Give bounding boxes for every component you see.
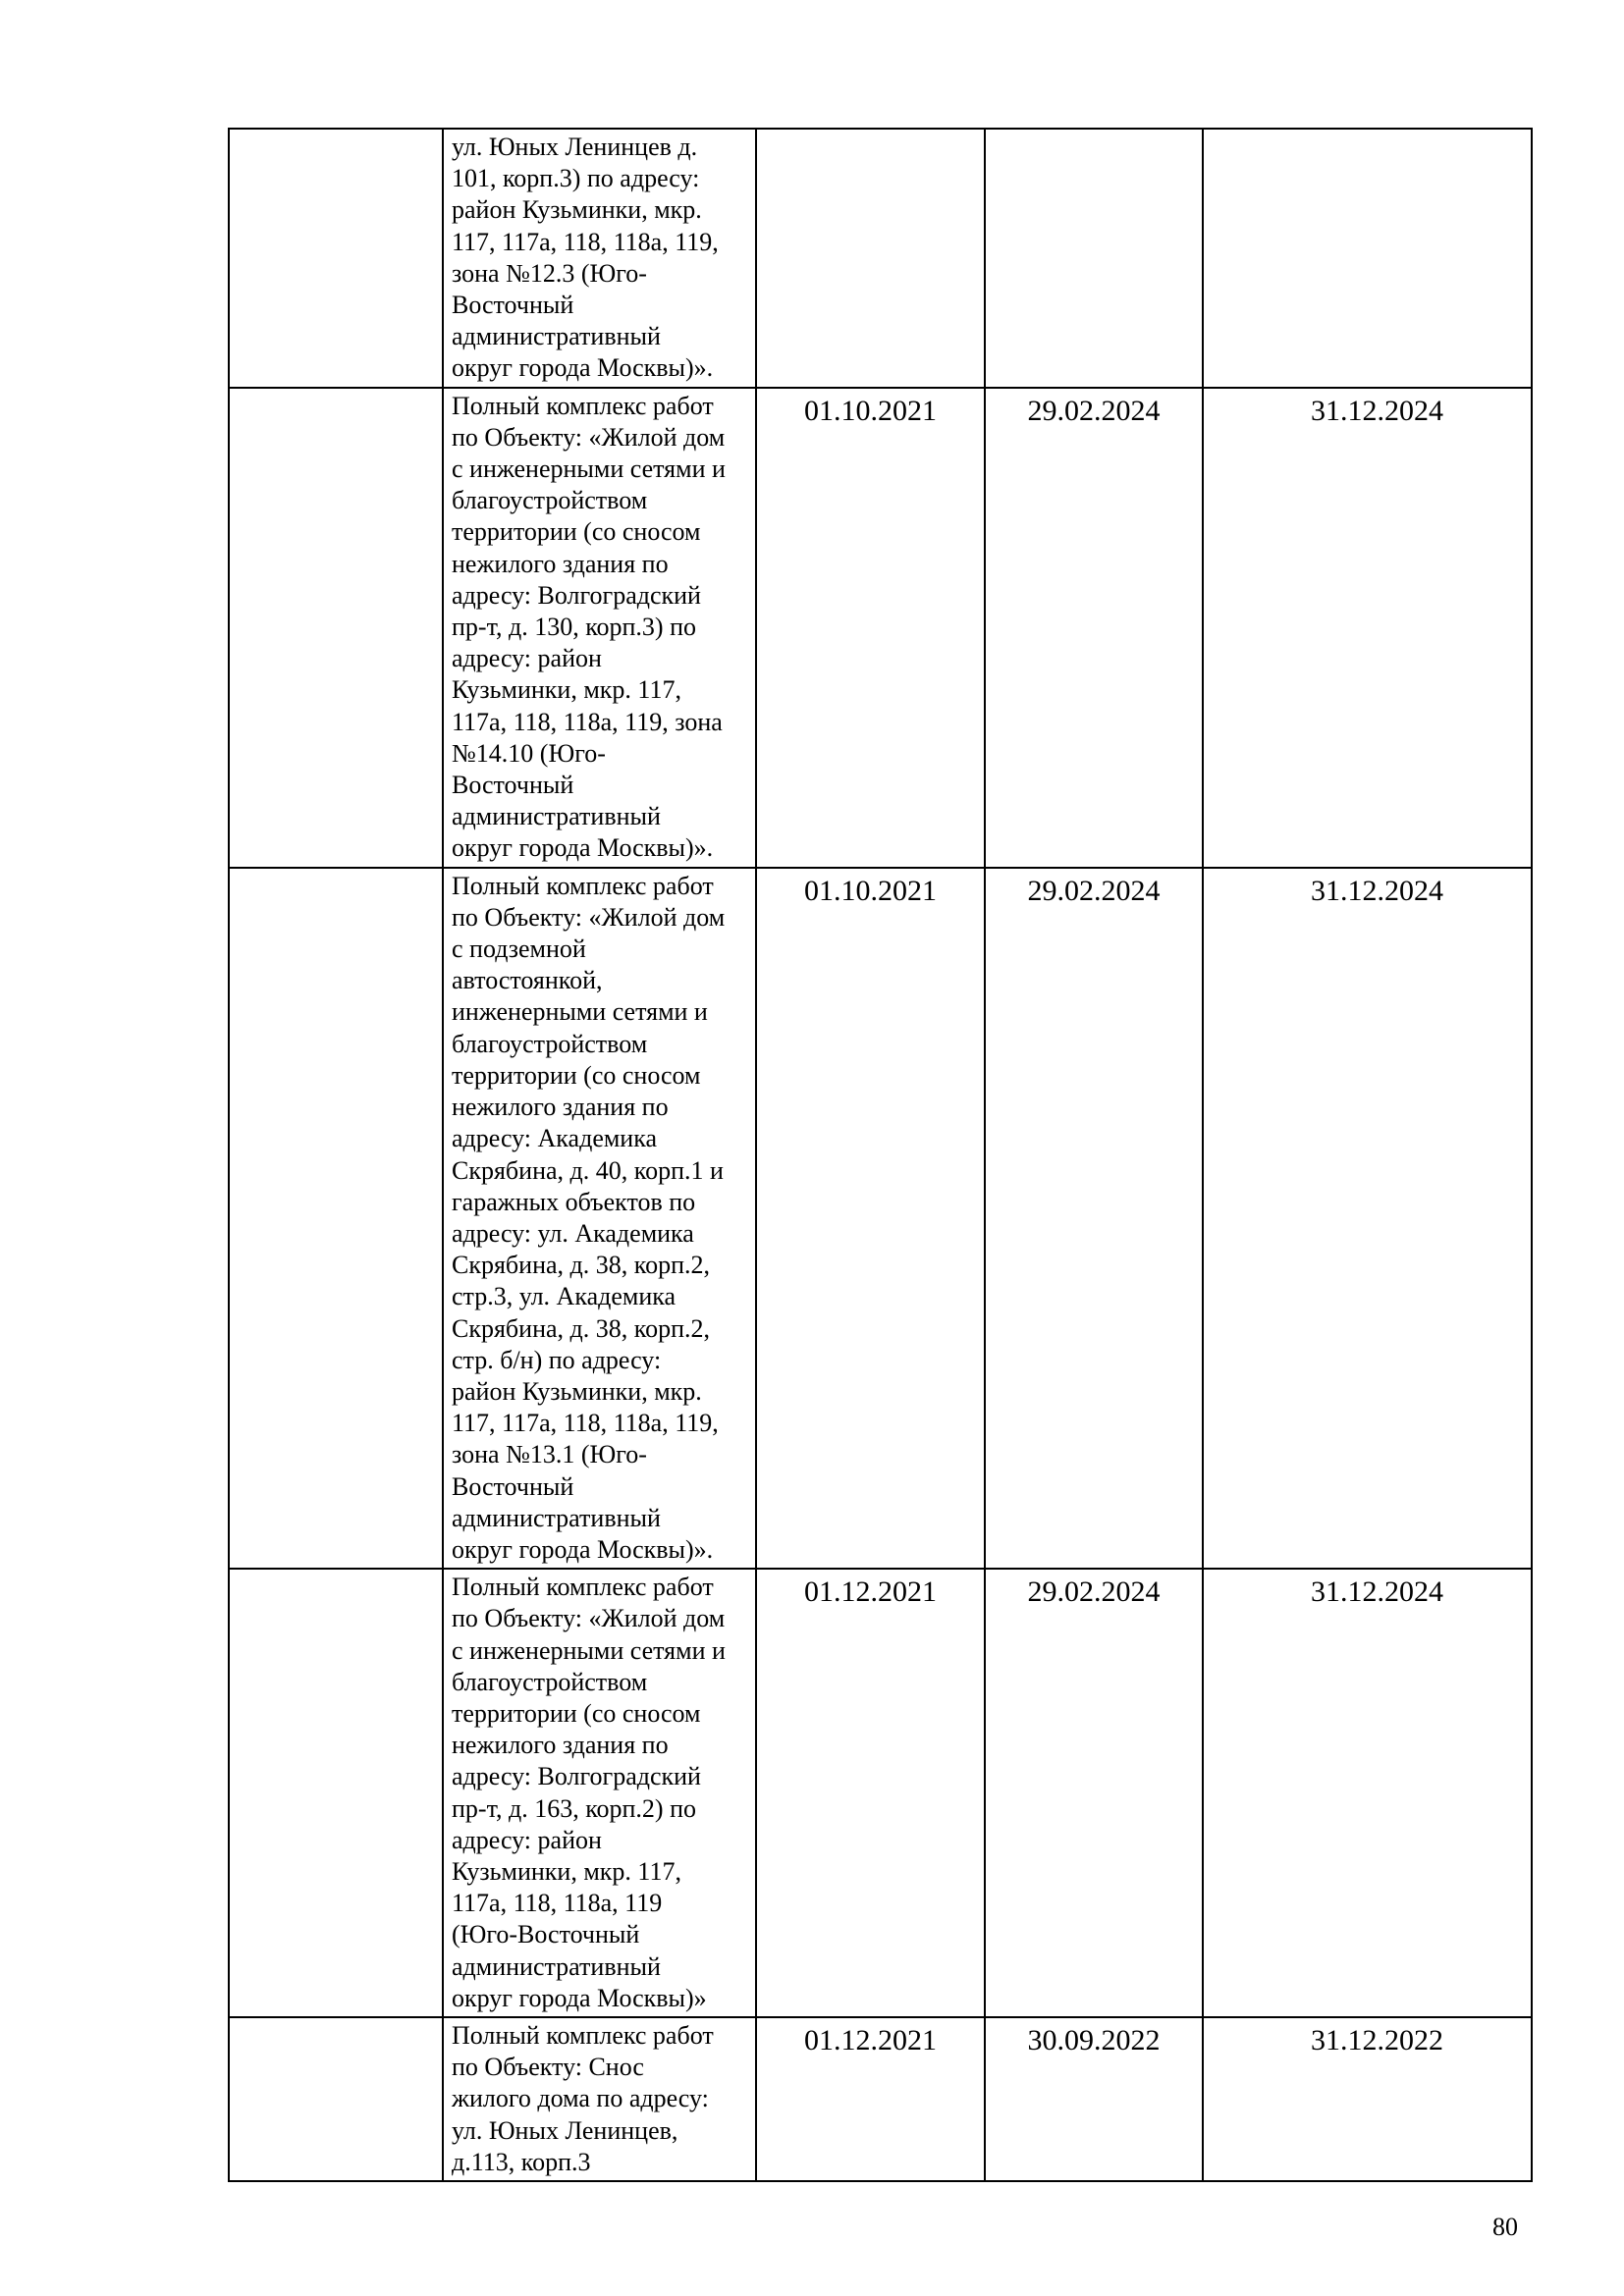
end-date-cell — [1203, 868, 1532, 1569]
start-date-cell — [756, 1569, 985, 2017]
mid-date-cell — [985, 1569, 1203, 2017]
work-description-text: ул. Юных Ленинцев д. 101, корп.3) по адресу: район Кузьминки, мкр. 117, 117а, 118, 118а, 119, зона №12.3 (Юго- Восточный административный округ города Москвы)». — [452, 133, 719, 383]
end-date: 31.12.2024 — [1311, 874, 1443, 907]
work-description — [443, 388, 756, 868]
work-description-text: Полный комплекс работ по Объекту: «Жилой дом с подземной автостоянкой, инженерными сетями и благоустройством территории (со сносом нежилого здания по адресу: Академика Скрябина, д. 40, корп.1 и гаражных объектов по адресу: ул. Академика Скрябина, д. 38, корп.2, стр.3, ул. Академика Скрябина, д. 38, корп.2, стр. б/н) по адресу: район Кузьминки, мкр. 117, 117а, 118, 118а, 119, зона №13.1 (Юго- Восточный административный округ города Москвы)». — [452, 871, 726, 1564]
end-date: 31.12.2024 — [1311, 1575, 1443, 1609]
work-description — [443, 868, 756, 1569]
start-date: 01.12.2021 — [804, 1575, 937, 1609]
work-description — [443, 2017, 756, 2181]
mid-date: 30.09.2022 — [1027, 2023, 1161, 2056]
empty-cell — [229, 868, 443, 1569]
work-description-text: Полный комплекс работ по Объекту: Снос жилого дома по адресу: ул. Юных Ленинцев, д.113, корп.3 — [452, 2020, 714, 2176]
table-row — [229, 868, 1532, 1569]
work-description — [443, 129, 756, 388]
start-date-cell — [756, 129, 985, 388]
work-description-text: Полный комплекс работ по Объекту: «Жилой дом с инженерными сетями и благоустройством территории (со сносом нежилого здания по адресу: Волгоградский пр-т, д. 130, корп.3) по адресу: район Кузьминки, мкр. 117, 117а, 118, 118а, 119, зона №14.10 (Юго- Восточный административный округ города Москвы)». — [452, 391, 726, 863]
mid-date-cell — [985, 2017, 1203, 2181]
work-description — [443, 1569, 756, 2017]
end-date-cell — [1203, 1569, 1532, 2017]
table-row — [229, 388, 1532, 868]
empty-cell — [229, 129, 443, 388]
start-date: 01.12.2021 — [804, 2023, 937, 2056]
mid-date — [986, 130, 1202, 135]
mid-date-cell — [985, 388, 1203, 868]
mid-date: 29.02.2024 — [1027, 1575, 1161, 1609]
end-date-cell — [1203, 388, 1532, 868]
page-number: 80 — [1492, 2213, 1518, 2241]
table-row — [229, 1569, 1532, 2017]
start-date-cell — [756, 868, 985, 1569]
table-row — [229, 129, 1532, 388]
mid-date: 29.02.2024 — [1027, 394, 1161, 427]
end-date: 31.12.2024 — [1311, 394, 1443, 427]
start-date: 01.10.2021 — [804, 874, 937, 907]
end-date — [1204, 130, 1531, 135]
mid-date-cell — [985, 868, 1203, 1569]
mid-date-cell — [985, 129, 1203, 388]
schedule-table — [228, 128, 1533, 2182]
start-date-cell — [756, 2017, 985, 2181]
empty-cell — [229, 2017, 443, 2181]
empty-cell — [229, 388, 443, 868]
end-date: 31.12.2022 — [1311, 2023, 1443, 2056]
start-date — [757, 130, 984, 135]
empty-cell — [229, 1569, 443, 2017]
table-row — [229, 2017, 1532, 2181]
start-date: 01.10.2021 — [804, 394, 937, 427]
mid-date: 29.02.2024 — [1027, 874, 1161, 907]
end-date-cell — [1203, 129, 1532, 388]
end-date-cell — [1203, 2017, 1532, 2181]
work-description-text: Полный комплекс работ по Объекту: «Жилой дом с инженерными сетями и благоустройством территории (со сносом нежилого здания по адресу: Волгоградский пр-т, д. 163, корп.2) по адресу: район Кузьминки, мкр. 117, 117а, 118, 118а, 119 (Юго-Восточный административный округ города Москвы)» — [452, 1573, 726, 2012]
start-date-cell — [756, 388, 985, 868]
